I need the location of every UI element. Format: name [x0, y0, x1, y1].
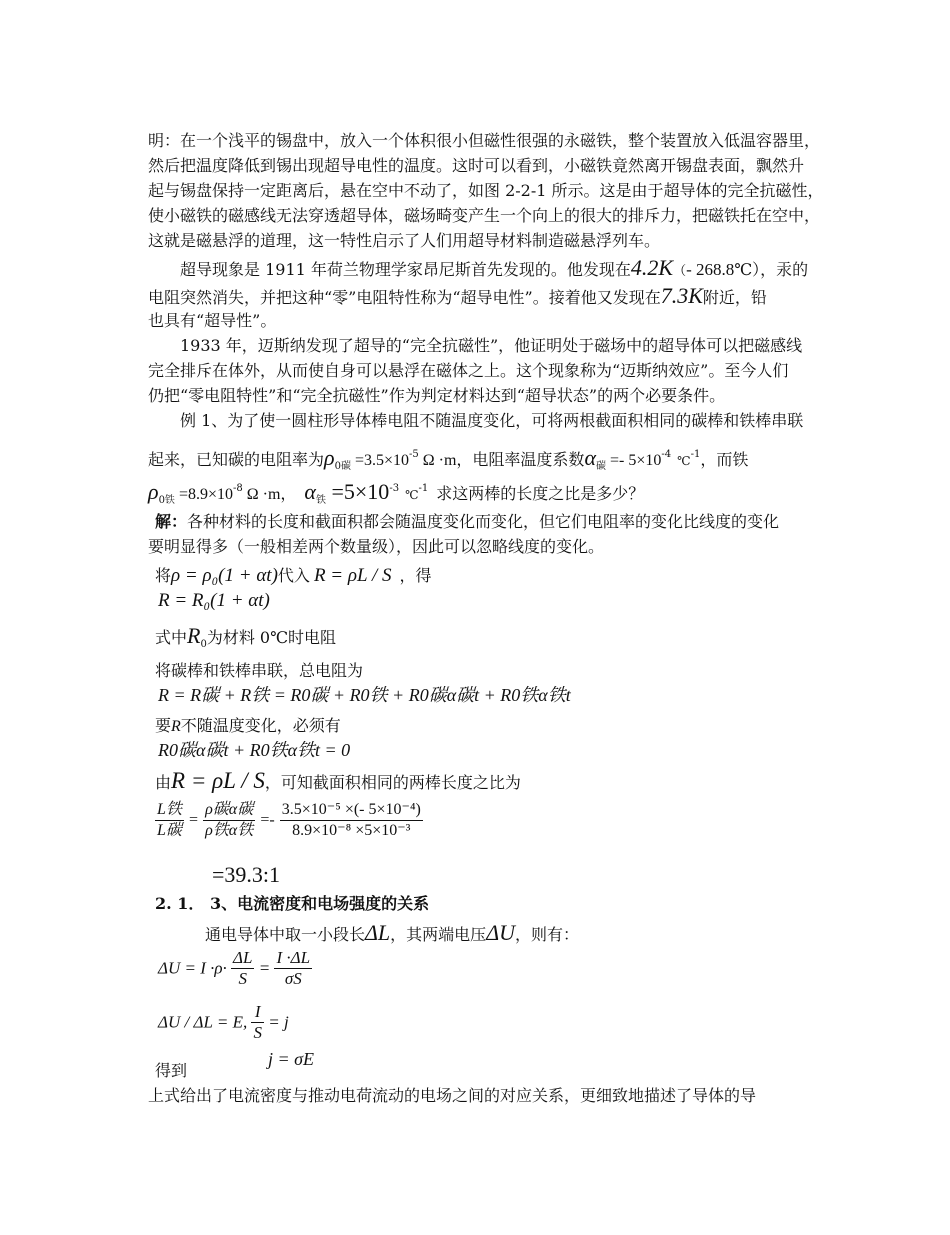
text-span: ，而铁 [700, 450, 749, 469]
text-line: 也具有“超导性”。 [148, 311, 277, 330]
numerator: I ·ΔL [276, 948, 311, 967]
text-span: 代入 [277, 566, 310, 585]
equals-sign: = [258, 958, 271, 978]
formula: R = ρL / S [171, 768, 265, 793]
exponent: -8 [232, 483, 243, 494]
temperature-value: 7.3K [660, 283, 703, 308]
text-line: 明：在一个浅平的锡盘中，放入一个体积很小但磁性很强的永磁铁，整个装置放入低温容器里， [148, 131, 821, 150]
text-span: ，其两端电压 [390, 925, 487, 944]
text-line [180, 257, 808, 283]
text-line: 例 1、为了使一圆柱形导体棒电阻不随温度变化，可将两根截面积相同的碳棒和铁棒串联 [180, 411, 804, 430]
numerator: ρ碳α碳 [203, 800, 255, 821]
rho-symbol: ρ [148, 479, 159, 504]
fraction [251, 1002, 264, 1043]
denominator: S [238, 969, 248, 988]
formula-part: = j [268, 1012, 289, 1032]
temperature-celsius: - 268.8 [686, 260, 735, 279]
text-line: 将碳棒和铁棒串联，总电阻为 [155, 661, 364, 680]
numerator: ΔL [233, 948, 253, 967]
text-span: 不随温度变化，必须有 [180, 716, 341, 735]
text-line [148, 478, 644, 512]
text-span: 起来，已知碳的电阻率为 [148, 450, 325, 469]
subscript: 铁 [315, 495, 326, 506]
text-line: 得到 [155, 1061, 188, 1080]
text-line: 完全排斥在体外，从而使自身可以悬浮在磁体之上。这个现象称为“迈斯纳效应”。至今人们 [148, 361, 789, 380]
formula [158, 1002, 289, 1043]
text-line: 使小磁铁的磁感线无法穿透超导体，磁场畸变产生一个向上的很大的排斥力，把磁铁托在空中， [148, 206, 821, 225]
numerator: 3.5×10⁻⁵ ×(- 5×10⁻⁴) [280, 800, 423, 821]
subscript: 0碳 [334, 461, 351, 472]
fraction [155, 800, 184, 841]
denominator: L碳 [157, 822, 182, 839]
equals-sign: =- [260, 811, 275, 829]
formula: R0碳α碳t + R0铁α铁t = 0 [158, 740, 351, 760]
section-heading: 2. 1． 3、电流密度和电场强度的关系 [155, 894, 430, 913]
exponent: -4 [661, 449, 672, 460]
text-line [148, 444, 748, 478]
text-span: 由 [155, 773, 172, 792]
text-span: ， [280, 484, 297, 503]
text-line [148, 285, 767, 309]
formula [158, 948, 312, 989]
text-span: 各种材料的长度和截面积都会随温度变化而变化，但它们电阻率的变化比线度的变化 [187, 512, 780, 531]
fraction [280, 800, 423, 841]
formula: R = R₀(1 + αt) [158, 590, 270, 611]
text-span: 式中 [155, 628, 188, 647]
denominator: 8.9×10⁻⁸ ×5×10⁻³ [292, 822, 411, 839]
denominator: S [253, 1023, 262, 1042]
text-line [155, 625, 336, 656]
text-line: 起与锡盘保持一定距离后，悬在空中不动了，如图 2-2-1 所示。这是由于超导体的完全抗磁性， [148, 181, 824, 200]
exponent: -5 [409, 449, 419, 460]
text-span: 超导现象是 1911 年荷兰物理学家昂尼斯首先发现的。他发现在 [180, 260, 631, 279]
text-span: （ [673, 264, 687, 279]
solution-label: 解： [155, 512, 188, 531]
formula: j = σE [268, 1049, 315, 1069]
numerator: L铁 [155, 800, 184, 821]
text-line [155, 715, 341, 738]
alpha-symbol: α [584, 445, 596, 470]
result-value: =39.3:1 [212, 862, 281, 887]
text-span: ，可知截面积相同的两棒长度之比为 [264, 773, 521, 792]
formula-value: =5×10 [325, 479, 390, 504]
text-line [155, 565, 432, 587]
formula-value: =3.5×10 [350, 452, 409, 469]
denominator: σS [284, 969, 302, 988]
formula-part: ΔU / ΔL = E, [158, 1012, 248, 1032]
formula-value: =- 5×10 [606, 452, 662, 469]
ratio-formula: $\frac{\text{L铁}}{\text{L碳}}$ = $\frac{\text{ρ碳α碳}}{\text{ρ铁α铁}}$ =- $\frac{\text{3.5×10⁻⁵ ×(- 5×10⁻⁴)}}{\text{8.9×10⁻⁸ ×5×10⁻³}}$ [157, 801, 421, 839]
formula: ρ = ρ₀(1 + αt) [171, 565, 278, 586]
exponent: -3 [389, 483, 400, 494]
unit: ℃ [677, 454, 691, 468]
text-line: 1933 年，迈斯纳发现了超导的“完全抗磁性”，他证明处于磁场中的超导体可以把磁感线 [180, 336, 803, 355]
exponent: -1 [690, 449, 701, 460]
text-span: 电阻突然消失，并把这种“零”电阻特性称为“超导电性”。接着他又发现在 [148, 288, 661, 307]
text-line [155, 770, 521, 794]
temperature-value: 4.2K [630, 255, 674, 280]
text-line: 要明显得多（一般相差两个数量级），因此可以忽略线度的变化。 [148, 537, 605, 556]
formula: ΔU [486, 920, 515, 945]
text-span: 将 [155, 566, 172, 585]
subscript: 碳 [596, 461, 606, 472]
numerator: I [251, 1002, 264, 1023]
formula: R [171, 718, 181, 735]
formula: R [187, 623, 201, 648]
subscript: 0 [200, 639, 207, 650]
text-span: 通电导体中取一小段长 [205, 925, 366, 944]
text-span: 附近，铅 [702, 288, 767, 307]
formula: ΔL [365, 920, 391, 945]
text-line: 上式给出了电流密度与推动电荷流动的电场之间的对应关系，更细致地描述了导体的导 [148, 1086, 757, 1105]
fraction [274, 948, 312, 989]
text-line: 然后把温度降低到锡出现超导电性的温度。这时可以看到，小磁铁竟然离开锡盘表面，飘然升 [148, 156, 805, 175]
text-line [155, 511, 779, 533]
fraction [203, 800, 255, 841]
exponent: -1 [418, 483, 429, 494]
text-span: ℃），汞的 [734, 260, 809, 279]
text-span: ，则有： [515, 925, 580, 944]
text-span: 为材料 0℃时电阻 [206, 628, 337, 647]
unit: ℃ [405, 488, 419, 502]
text-span: ，电阻率温度系数 [456, 450, 585, 469]
formula: R = ρL / S [313, 565, 392, 586]
text-line: 这就是磁悬浮的道理，这一特性启示了人们用超导材料制造磁悬浮列车。 [148, 231, 661, 250]
text-line [205, 922, 579, 946]
text-span: 要 [155, 716, 172, 735]
fraction [231, 948, 254, 989]
formula-value: =8.9×10 [174, 486, 233, 503]
text-span: 求这两棒的长度之比是多少？ [436, 484, 645, 503]
formula-unit: Ω ·m [418, 452, 457, 469]
denominator: ρ铁α铁 [205, 822, 254, 839]
text-span: ，得 [399, 566, 432, 585]
formula-unit: Ω ·m [242, 486, 281, 503]
formula-part: ΔU = I ·ρ· [158, 958, 227, 978]
formula: R = R碳 + R铁 = R0碳 + R0铁 + R0碳α碳t + R0铁α铁t [158, 685, 571, 705]
rho-symbol: ρ [324, 445, 335, 470]
subscript: 0铁 [158, 495, 175, 506]
alpha-symbol: α [304, 479, 316, 504]
text-line: 仍把“零电阻特性”和“完全抗磁性”作为判定材料达到“超导状态”的两个必要条件。 [148, 386, 726, 405]
